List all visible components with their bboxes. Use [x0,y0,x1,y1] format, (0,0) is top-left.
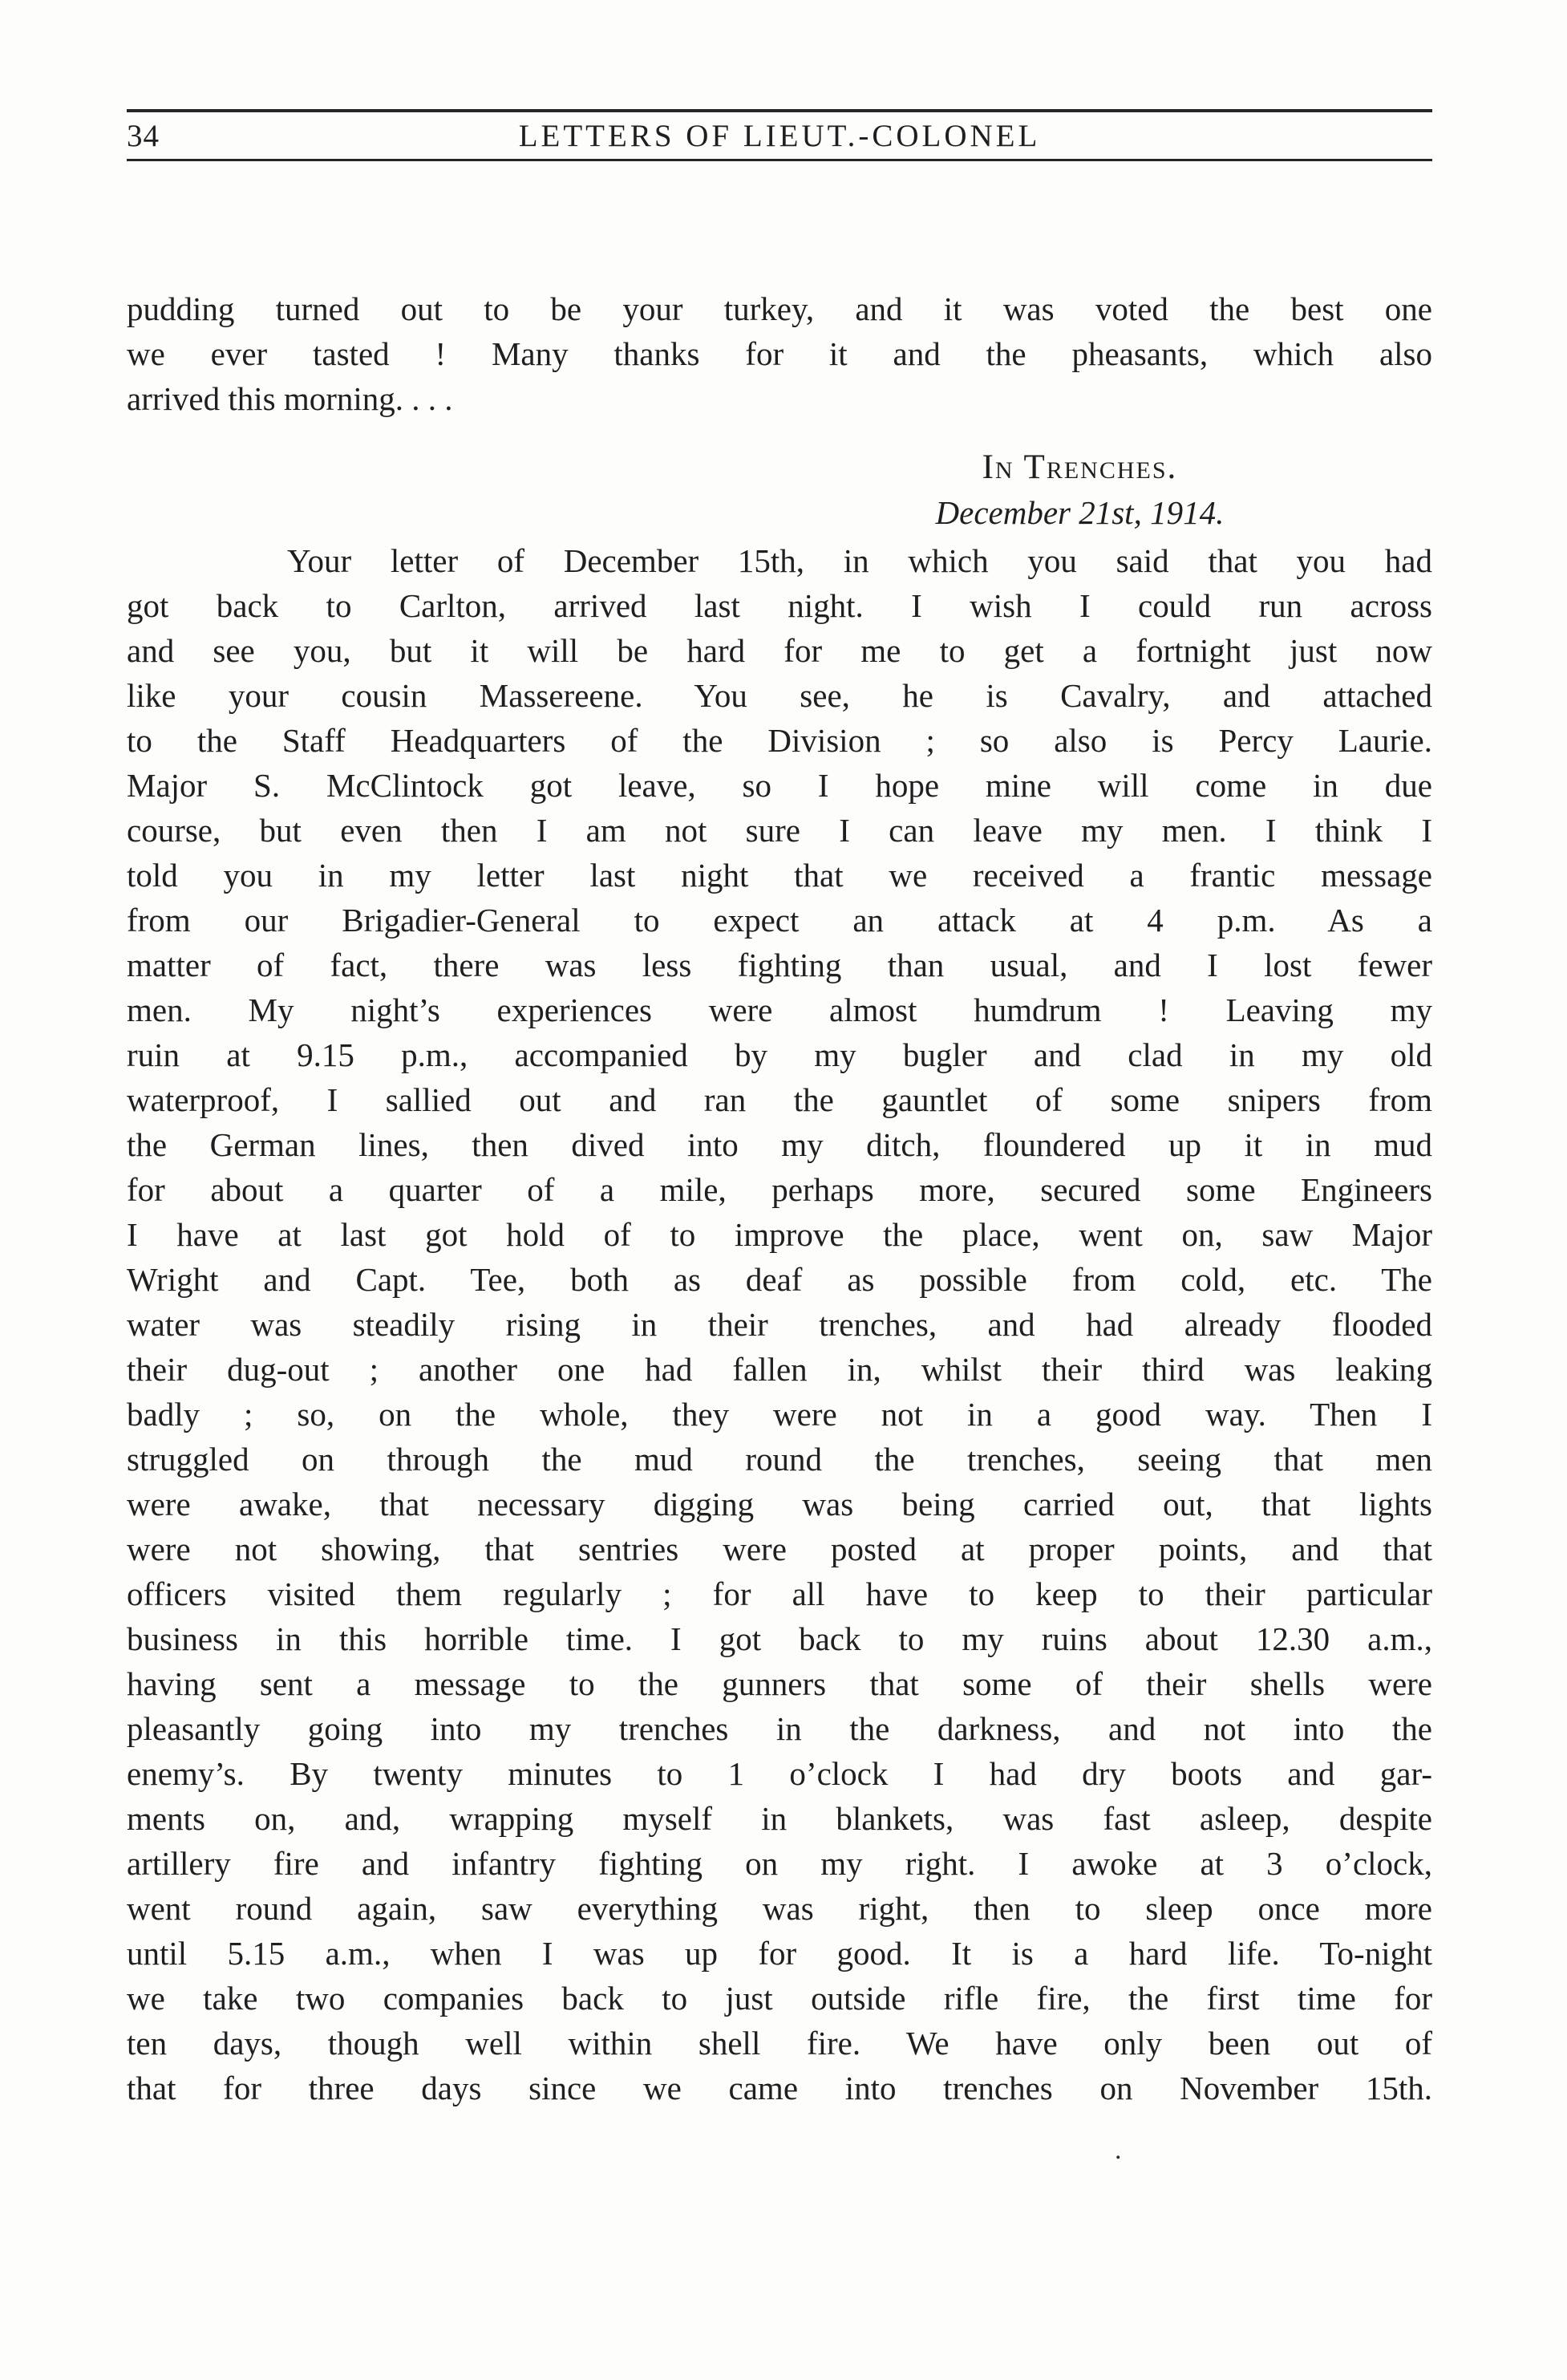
line-group [127,583,1432,2066]
text-line: their dug-out ; another one had fallen in, whilst their third was leaking [127,1351,1432,1388]
text-line: from our Brigadier-General to expect an attack at 4 p.m. As a [127,902,1432,939]
letter-text [127,286,1432,2110]
line-group [127,286,1432,376]
text-line: badly ; so, on the whole, they were not in a good way. Then I [127,1396,1432,1433]
text-line: matter of fact, there was less fighting than usual, and I lost fewer [127,947,1432,983]
text-line: like your cousin Massereene. You see, he is Cavalry, and attached [127,677,1432,714]
running-title: LETTERS OF LIEUT.-COLONEL [518,118,1041,153]
text-line: officers visited them regularly ; for all have to keep to their particular [127,1575,1432,1612]
text-line: Major S. McClintock got leave, so I hope mine will come in due [127,767,1432,804]
text-line: business in this horrible time. I got back to my ruins about 12.30 a.m., [127,1620,1432,1657]
dateline: December 21st, 1914. [935,494,1225,531]
text-line: Your letter of December 15th, in which you said that you had [287,542,1432,579]
text-line: we ever tasted ! Many thanks for it and the pheasants, which also [127,335,1432,372]
text-line: pleasantly going into my trenches in the darkness, and not into the [127,1710,1432,1747]
text-line: went round again, saw everything was right, then to sleep once more [127,1890,1432,1927]
printer-mark: . [1115,2135,1122,2165]
text-line: water was steadily rising in their trenches, and had already flooded [127,1306,1432,1343]
letter-heading [858,445,1302,535]
text-line: enemy’s. By twenty minutes to 1 o’clock I had dry boots and gar- [127,1755,1432,1792]
text-line: I have at last got hold of to improve the place, went on, saw Major [127,1216,1432,1253]
text-line: got back to Carlton, arrived last night. I wish I could run across [127,587,1432,624]
text-line: course, but even then I am not sure I can leave my men. I think I [127,812,1432,849]
text-line: that for three days since we came into trenches on November 15th. [127,2070,1432,2106]
text-line: were awake, that necessary digging was being carried out, that lights [127,1486,1432,1522]
text-line: told you in my letter last night that we received a frantic message [127,857,1432,894]
text-line: until 5.15 a.m., when I was up for good. It is a hard life. To-night [127,1935,1432,1972]
text-line: and see you, but it will be hard for me to get a fortnight just now [127,632,1432,669]
text-line: pudding turned out to be your turkey, and it was voted the best one [127,290,1432,327]
letter-body-paragraph [127,538,1432,2110]
page-number: 34 [127,118,160,153]
text-line: for about a quarter of a mile, perhaps more, secured some Engineers [127,1171,1432,1208]
text-line: struggled on through the mud round the trenches, seeing that men [127,1441,1432,1478]
page-content [127,109,1432,2110]
text-line: having sent a message to the gunners that some of their shells were [127,1665,1432,1702]
text-line: men. My night’s experiences were almost humdrum ! Leaving my [127,991,1432,1028]
text-line: Wright and Capt. Tee, both as deaf as possible from cold, etc. The [127,1261,1432,1298]
text-line: ten days, though well within shell fire. We have only been out of [127,2025,1432,2062]
text-line: the German lines, then dived into my ditch, floundered up it in mud [127,1126,1432,1163]
text-line: ments on, and, wrapping myself in blankets, was fast asleep, despite [127,1800,1432,1837]
text-line: we take two companies back to just outside rifle fire, the first time for [127,1980,1432,2017]
text-line: were not showing, that sentries were posted at proper points, and that [127,1531,1432,1567]
section-heading: In Trenches. [982,448,1178,486]
text-line: arrived this morning. . . . [127,380,453,417]
text-line: artillery fire and infantry fighting on my right. I awoke at 3 o’clock, [127,1845,1432,1882]
text-line: to the Staff Headquarters of the Division ; so also is Percy Laurie. [127,722,1432,759]
continuation-paragraph [127,286,1432,421]
header-bottom-rule [127,159,1432,161]
text-line: ruin at 9.15 p.m., accompanied by my bugler and clad in my old [127,1036,1432,1073]
text-line: waterproof, I sallied out and ran the gauntlet of some snipers from [127,1081,1432,1118]
page-header [127,112,1432,159]
